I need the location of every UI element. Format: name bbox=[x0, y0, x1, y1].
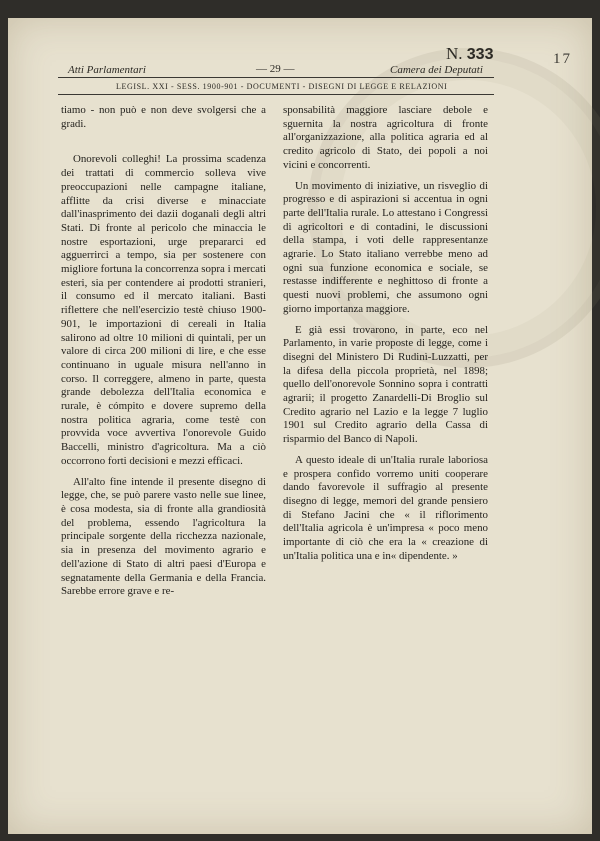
header-rule-bottom bbox=[58, 94, 494, 95]
paragraph: All'alto fine intende il presente disegno di legge, che, se può parere vasto nelle sue linee, è cosa modesta, sia di fronte alla grandiosità del problema, essendo l'agricoltura la principale sorgente della ricchezza nazionale, sia in presenza del movimento agrario e dell'azione di Stato di altri paesi d'Europa e segnatamente della Germania e della Francia. Sarebbe errore grave e re- bbox=[61, 475, 266, 598]
document-number-prefix: N. bbox=[446, 44, 463, 63]
header-left: Atti Parlamentari bbox=[68, 64, 146, 76]
paragraph: tiamo - non può e non deve svolgersi che a gradi. bbox=[61, 104, 266, 130]
paragraph: E già essi trovarono, in parte, eco nel Parlamento, in varie proposte di legge, come i disegni del Ministero Di Rudinì-Luzzatti, per la difesa della piccola proprietà, nel 1898; quello dell'onorevole Sonnino sopra i contratti agrarii; il progetto Zanardelli-Di Broglio sul Credito agrario nel Lazio e la legge 7 luglio 1901 sul Credito agrario della Cassa di risparmio del Banco di Napoli. bbox=[283, 323, 488, 446]
document-number bbox=[446, 44, 493, 64]
paragraph: sponsabilità maggiore lasciare debole e sguernita la nostra agricoltura di fronte all'organizzazione, alla politica agraria ed al credito agricolo di Stato, dei popoli a noi vicini e concorrenti. bbox=[283, 104, 488, 171]
header-rule-top bbox=[58, 77, 494, 78]
document-number-value: 333 bbox=[466, 46, 494, 63]
page-number: — 29 — bbox=[256, 63, 295, 75]
paragraph: Onorevoli colleghi! La prossima scadenza dei trattati di commercio solleva vive preoccupazioni nelle campagne italiane, afflitte da crisi diverse e minacciate dall'inasprimento dei dazii doganali degli altri Stati. Di fronte al pericolo che minaccia le nostre esportazioni, urge prepararci ed agguerrirci a tempo, sia per sostenere con migliore fortuna la concorrenza sopra i mercati esteri, sia per contendere ai prodotti stranieri, il consumo ed il mercato italiani. Basti riflettere che nell'esercizio testè chiuso 1900-901, le importazioni di cereali in Italia salirono ad oltre 10 milioni di quintali, per un valore di circa 200 milioni di lire, e che esse continuano in uguale misura nell'anno in corso. Il correggere, almeno in parte, questa grande debolezza dell'Italia economica e rurale, è cómpito e dovere supremo della nostra politica agraria, come testè con provvida voce avvertiva l'onorevole Guido Baccelli, ministro d'agricoltura. Ma a ciò occorrono forti decisioni e mezzi efficaci. bbox=[61, 153, 267, 467]
right-column bbox=[283, 104, 488, 564]
left-column bbox=[61, 104, 266, 599]
header-right: Camera dei Deputati bbox=[390, 64, 483, 76]
corner-page-number: 17 bbox=[553, 51, 572, 67]
paragraph: Un movimento di iniziative, un risveglio di progresso e di aspirazioni si accentua in ogni parte dell'Italia rurale. Lo attestano i Congressi di agricoltori e di contadini, le discussioni della stampa, i voti delle rappresentanze agrarie. Lo Stato italiano verrebbe meno ad ogni sua funzione economica e sociale, se restasse indifferente e neghittoso di fronte a questi nuovi problemi, che assumono ogni giorno importanza maggiore. bbox=[283, 179, 488, 315]
header-subtitle: LEGISL. XXI - SESS. 1900-901 - DOCUMENTI - DISEGNI DI LEGGE E RELAZIONI bbox=[116, 82, 448, 91]
paragraph: A questo ideale di un'Italia rurale laboriosa e prospera confido vorremo uniti cooperare dando favorevole il suffragio al presente disegno di legge, memori del grande pensiero di Stefano Jacini che « il riflorimento dell'Italia agricola è un'impresa « poco meno importante di ciò che era la « creazione di un'Italia politica una e in« dipendente. » bbox=[283, 453, 488, 562]
